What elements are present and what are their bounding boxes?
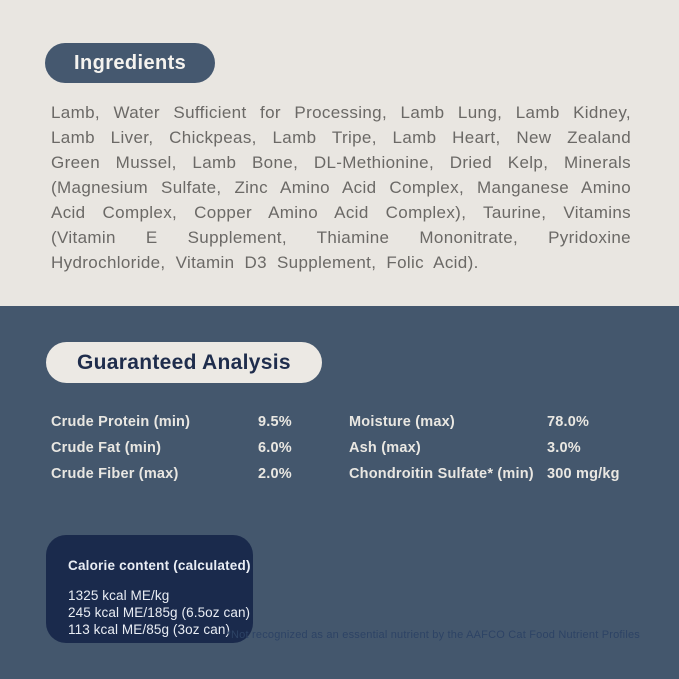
analysis-value: 3.0% bbox=[547, 440, 581, 456]
guaranteed-analysis-section bbox=[0, 306, 679, 679]
ingredients-text: Lamb, Water Sufficient for Processing, Lamb Lung, Lamb Kidney, Lamb Liver, Chickpeas, Lamb Tripe, Lamb Heart, New Zealand Green Mussel, Lamb Bone, DL-Methionine, Dried Kelp, Minerals (Magnesium Sulfate, Zinc Amino Acid Complex, Manganese Amino Acid Complex, Copper Amino Acid Complex), Taurine, Vitamins (Vitamin E Supplement, Thiamine Mononitrate, Pyridoxine Hydrochloride, Vitamin D3 Supplement, Folic Acid). bbox=[51, 103, 631, 272]
analysis-table bbox=[51, 409, 641, 487]
analysis-value: 78.0% bbox=[547, 414, 590, 430]
aafco-footnote: *Not recognized as an essential nutrient by the AAFCO Cat Food Nutrient Profiles bbox=[226, 629, 640, 641]
analysis-label: Chondroitin Sulfate* (min) bbox=[349, 466, 534, 482]
calorie-content-box bbox=[46, 535, 253, 643]
analysis-value: 300 mg/kg bbox=[547, 466, 620, 482]
analysis-label: Moisture (max) bbox=[349, 414, 455, 430]
analysis-label: Crude Protein (min) bbox=[51, 414, 191, 430]
calorie-line: 245 kcal ME/185g (6.5oz can) bbox=[68, 605, 251, 620]
analysis-value: 9.5% bbox=[258, 414, 292, 430]
calorie-lines bbox=[68, 587, 253, 638]
analysis-value: 6.0% bbox=[258, 440, 292, 456]
ingredients-badge: Ingredients bbox=[45, 43, 215, 83]
analysis-value: 2.0% bbox=[258, 466, 292, 482]
calorie-line: 113 kcal ME/85g (3oz can) bbox=[68, 622, 231, 637]
guaranteed-analysis-badge: Guaranteed Analysis bbox=[46, 342, 322, 383]
calorie-line: 1325 kcal ME/kg bbox=[68, 588, 170, 603]
calorie-content-title: Calorie content (calculated) bbox=[68, 558, 251, 573]
analysis-label: Crude Fiber (max) bbox=[51, 466, 179, 482]
analysis-label: Crude Fat (min) bbox=[51, 440, 162, 456]
ingredients-section bbox=[0, 0, 679, 306]
analysis-label: Ash (max) bbox=[349, 440, 421, 456]
